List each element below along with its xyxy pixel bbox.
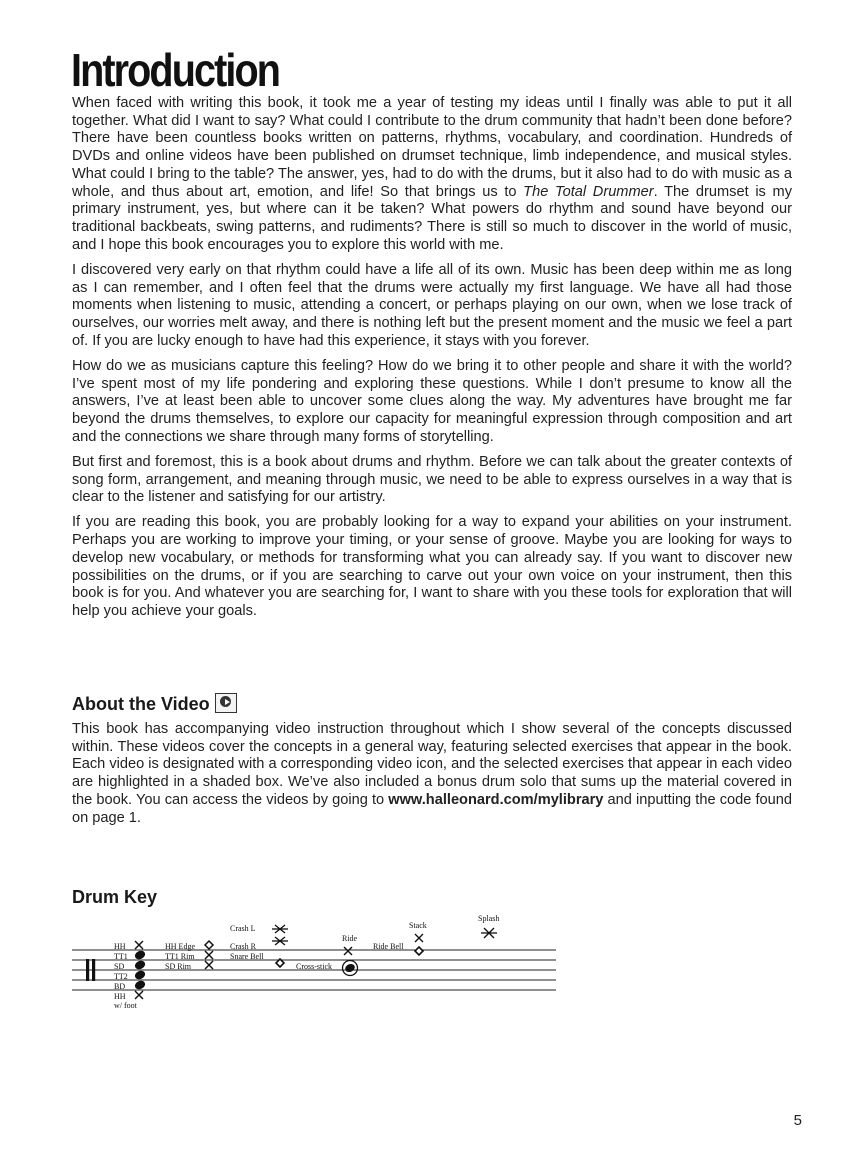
bd-note [134, 979, 147, 991]
label-crash-r: Crash R [230, 942, 256, 951]
splash-note [481, 928, 497, 938]
label-tt1: TT1 [114, 952, 128, 961]
drum-key-staff [70, 905, 570, 1017]
about-video-heading-text: About the Video [72, 694, 210, 714]
intro-paragraph-1 [72, 95, 792, 254]
label-ride-bell: Ride Bell [373, 942, 404, 951]
label-ride: Ride [342, 934, 358, 943]
label-stack: Stack [409, 921, 427, 930]
about-video-paragraph [72, 721, 792, 827]
label-hh-foot: HH [114, 992, 126, 1001]
ride-bell-note [415, 947, 423, 955]
label-hh-edge: HH Edge [165, 942, 195, 951]
label-splash: Splash [478, 914, 500, 923]
label-bd: BD [114, 982, 126, 991]
intro-paragraph-4: But first and foremost, this is a book about drums and rhythm. Before we can talk about the greater contexts of song form, arrangement, and meaning through music, we need to be able to express ourselves in a way that is clear to the listener and satisfying for our artistry. [72, 453, 792, 506]
label-hh-foot-2: w/ foot [114, 1001, 137, 1010]
crash-r-note [272, 937, 288, 945]
label-crash-l: Crash L [230, 924, 256, 933]
intro-p1-end: . The drumset is my primary instrument, yes, but where can it be taken? What powers do rhythm and sound have beyond our traditional backbeats, swing patterns, and rudiments? There is still so much to discover in the world of music, and I hope this book encourages you to explore this world with me. [72, 183, 792, 253]
label-snare-bell: Snare Bell [230, 952, 264, 961]
hh-x-note [135, 941, 143, 949]
intro-p1-start: When faced with writing this book, it took me a year of testing my ideas until I finally was able to put it all together. What did I want to say? What could I contribute to the drum community that hadn’t been done before? There have been countless books written on patterns, rhythms, vocabulary, and coordination. Hundreds of DVDs and online videos have been published on drumset technique, limb independence, and musical styles. What could I bring to the table? The answer, yes, had to do with the drums, but it also had to do with music as a whole, and thus about art, emotion, and life! So that brings us to [72, 95, 792, 200]
label-sd-rim: SD Rim [165, 962, 192, 971]
label-sd: SD [114, 962, 125, 971]
intro-paragraph-5: If you are reading this book, you are probably looking for a way to expand your abilities on your instrument. Perhaps you are working to improve your timing, or your sense of groove. Maybe you are looking for ways to develop new vocabulary, or methods for transforming what you can already say. If you want to discover new possibilities on the drums, or if you are searching to carve out your own voice on your instrument, then this book is for you. And whatever you are searching for, I want to share with you these tools for exploration that will help you achieve your goals. [72, 514, 792, 619]
about-video-text [72, 721, 792, 835]
intro-paragraph-3: How do we as musicians capture this feeling? How do we bring it to other people and share it with the world? I’ve spent most of my life pondering and exploring these questions. While I don’t presume to know all the answers, I’ve at least been able to uncover some clues along the way. My adventures have brought me far beyond the drums themselves, to explore our capacity for meaningful expression through composition and art and the connections we share through many forms of storytelling. [72, 357, 792, 445]
page-number: 5 [793, 1112, 802, 1129]
label-tt1-rim: TT1 Rim [165, 952, 195, 961]
hh-edge-note [205, 941, 213, 949]
cross-stick-notehead [344, 962, 356, 973]
about-video-heading [72, 693, 237, 715]
label-hh: HH [114, 942, 126, 951]
crash-l-note [272, 925, 288, 933]
book-title: The Total Drummer [523, 183, 654, 200]
library-link[interactable]: www.halleonard.com/mylibrary [388, 791, 604, 808]
hh-foot-x-note [135, 991, 143, 999]
about-video-text-end: and inputting the code found on page 1. [72, 791, 792, 826]
sd-note [134, 959, 147, 971]
label-cross-stick: Cross-stick [296, 962, 332, 971]
tt1-note [134, 949, 147, 961]
sd-rim-note [205, 961, 213, 969]
label-tt2: TT2 [114, 972, 128, 981]
page-title: Introduction [71, 44, 280, 96]
stack-note [415, 934, 423, 942]
drum-key-heading: Drum Key [72, 887, 158, 907]
tt1-rim-note [205, 951, 213, 959]
tt2-note [134, 969, 147, 981]
introduction-text [72, 95, 792, 628]
video-play-icon [215, 693, 237, 713]
ride-x-note [344, 947, 352, 955]
intro-paragraph-2: I discovered very early on that rhythm could have a life all of its own. Music has been deep within me as long as I can remember, and I often feel that the drums were actually my first language. We have all had those moments when listening to music, attending a concert, or perhaps playing on our own, when we lose track of ourselves, our worries melt away, and there is nothing left but the present moment and the music we feel a part of. If you are lucky enough to have had this experience, it stays with you forever. [72, 261, 792, 349]
about-video-text-start: This book has accompanying video instruction throughout which I show several of the concepts discussed within. These videos cover the concepts in a general way, featuring selected exercises that appear in the book. Each video is designated with a corresponding video icon, and the selected exercises that appear in each video are highlighted in a shaded box. We’ve also included a bonus drum solo that sums up the material covered in the book. You can access the videos by going to [72, 721, 792, 808]
